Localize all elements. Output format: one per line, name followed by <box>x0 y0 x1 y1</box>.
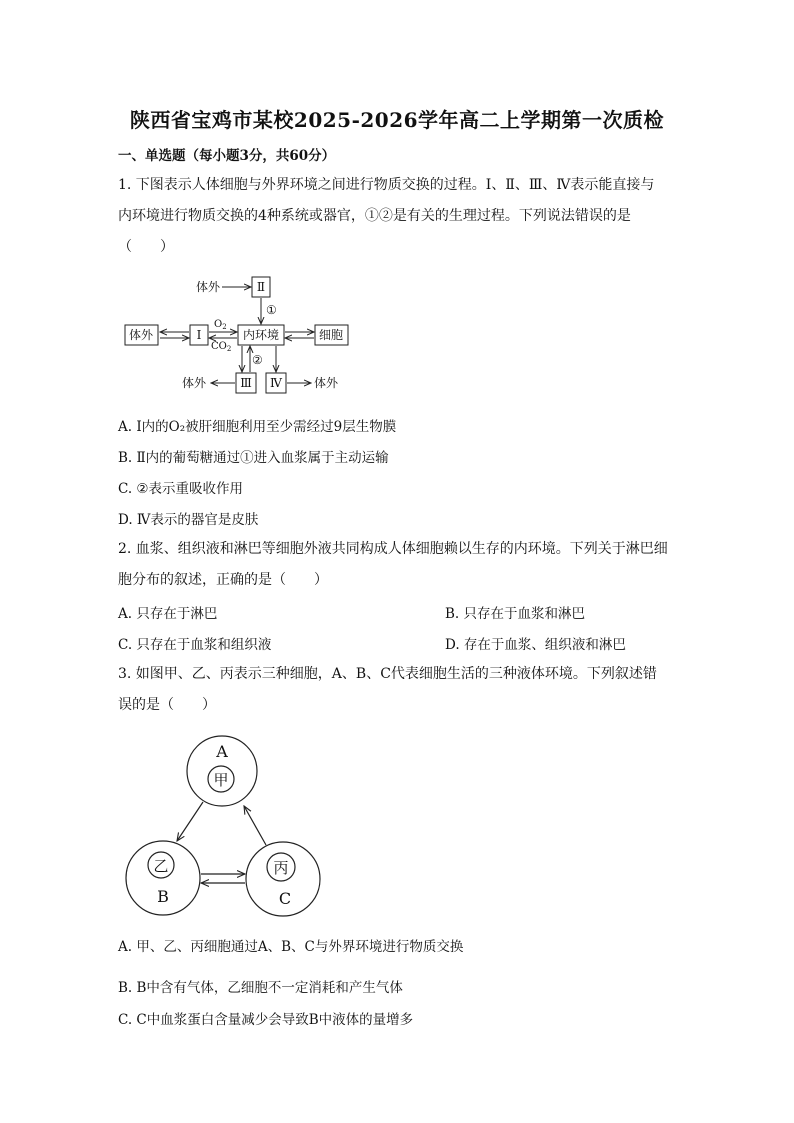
label-outside-left: 体外 <box>128 328 154 342</box>
q1-stem-line1: 1. 下图表示人体细胞与外界环境之间进行物质交换的过程。Ⅰ、Ⅱ、Ⅲ、Ⅳ表示能直接与 <box>118 177 655 193</box>
arrow-c-to-a <box>244 806 266 845</box>
label-III: Ⅲ <box>240 376 252 390</box>
label-outside-top: 体外 <box>196 280 221 294</box>
q3-option-a: A. 甲、乙、丙细胞通过A、B、C与外界环境进行物质交换 <box>118 939 464 955</box>
q2-option-c: C. 只存在于血浆和组织液 <box>118 637 272 653</box>
label-cell: 细胞 <box>318 328 344 342</box>
label-process-2: ② <box>252 353 263 367</box>
q1-option-a: A. Ⅰ内的O₂被肝细胞利用至少需经过9层生物膜 <box>118 419 397 435</box>
label-cell-bing: 丙 <box>273 859 289 877</box>
q3-stem-line2: 误的是（ ） <box>118 697 216 713</box>
q1-exchange-diagram <box>118 268 358 396</box>
q2-stem-line2: 胞分布的叙述，正确的是（ ） <box>118 572 328 588</box>
label-I: Ⅰ <box>196 328 202 342</box>
q1-option-d: D. Ⅳ表示的器官是皮肤 <box>118 512 259 528</box>
q2-stem-line1: 2. 血浆、组织液和淋巴等细胞外液共同构成人体细胞赖以生存的内环境。下列关于淋巴细 <box>118 541 668 557</box>
q1-option-b: B. Ⅱ内的葡萄糖通过①进入血浆属于主动运输 <box>118 450 389 466</box>
label-co2: $CO_2$ <box>211 341 232 353</box>
label-cell-jia: 甲 <box>213 771 229 789</box>
q3-stem-line1: 3. 如图甲、乙、丙表示三种细胞，A、B、C代表细胞生活的三种液体环境。下列叙述错 <box>118 666 657 682</box>
q1-stem-line2: 内环境进行物质交换的4种系统或器官，①②是有关的生理过程。下列说法错误的是 <box>118 208 631 224</box>
q2-option-b: B. 只存在于血浆和淋巴 <box>445 606 586 622</box>
label-o2: $O_2$ <box>214 319 227 331</box>
label-internal-environment: 内环境 <box>242 328 280 342</box>
q1-option-c: C. ②表示重吸收作用 <box>118 481 244 497</box>
label-outside-bottom-left: 体外 <box>182 376 207 390</box>
label-fluid-c: C <box>278 889 292 908</box>
label-IV: Ⅳ <box>270 376 282 390</box>
q3-cells-diagram <box>118 728 328 920</box>
arrow-a-to-b <box>177 802 203 841</box>
label-fluid-b: B <box>157 887 169 906</box>
q1-stem-line3: （ ） <box>118 239 174 255</box>
q2-option-a: A. 只存在于淋巴 <box>118 606 218 622</box>
label-fluid-a: A <box>216 742 228 761</box>
label-outside-bottom-right: 体外 <box>314 376 339 390</box>
q3-option-b: B. B中含有气体，乙细胞不一定消耗和产生气体 <box>118 980 403 996</box>
label-process-1: ① <box>266 303 277 317</box>
q2-option-d: D. 存在于血浆、组织液和淋巴 <box>445 637 626 653</box>
label-II: Ⅱ <box>256 280 266 294</box>
label-cell-yi: 乙 <box>153 857 169 875</box>
q3-option-c: C. C中血浆蛋白含量减少会导致B中液体的量增多 <box>118 1012 414 1028</box>
section-heading: 一、单选题（每小题3分，共60分） <box>118 148 336 164</box>
page-title: 陕西省宝鸡市某校2025-2026学年高二上学期第一次质检 <box>129 108 665 132</box>
